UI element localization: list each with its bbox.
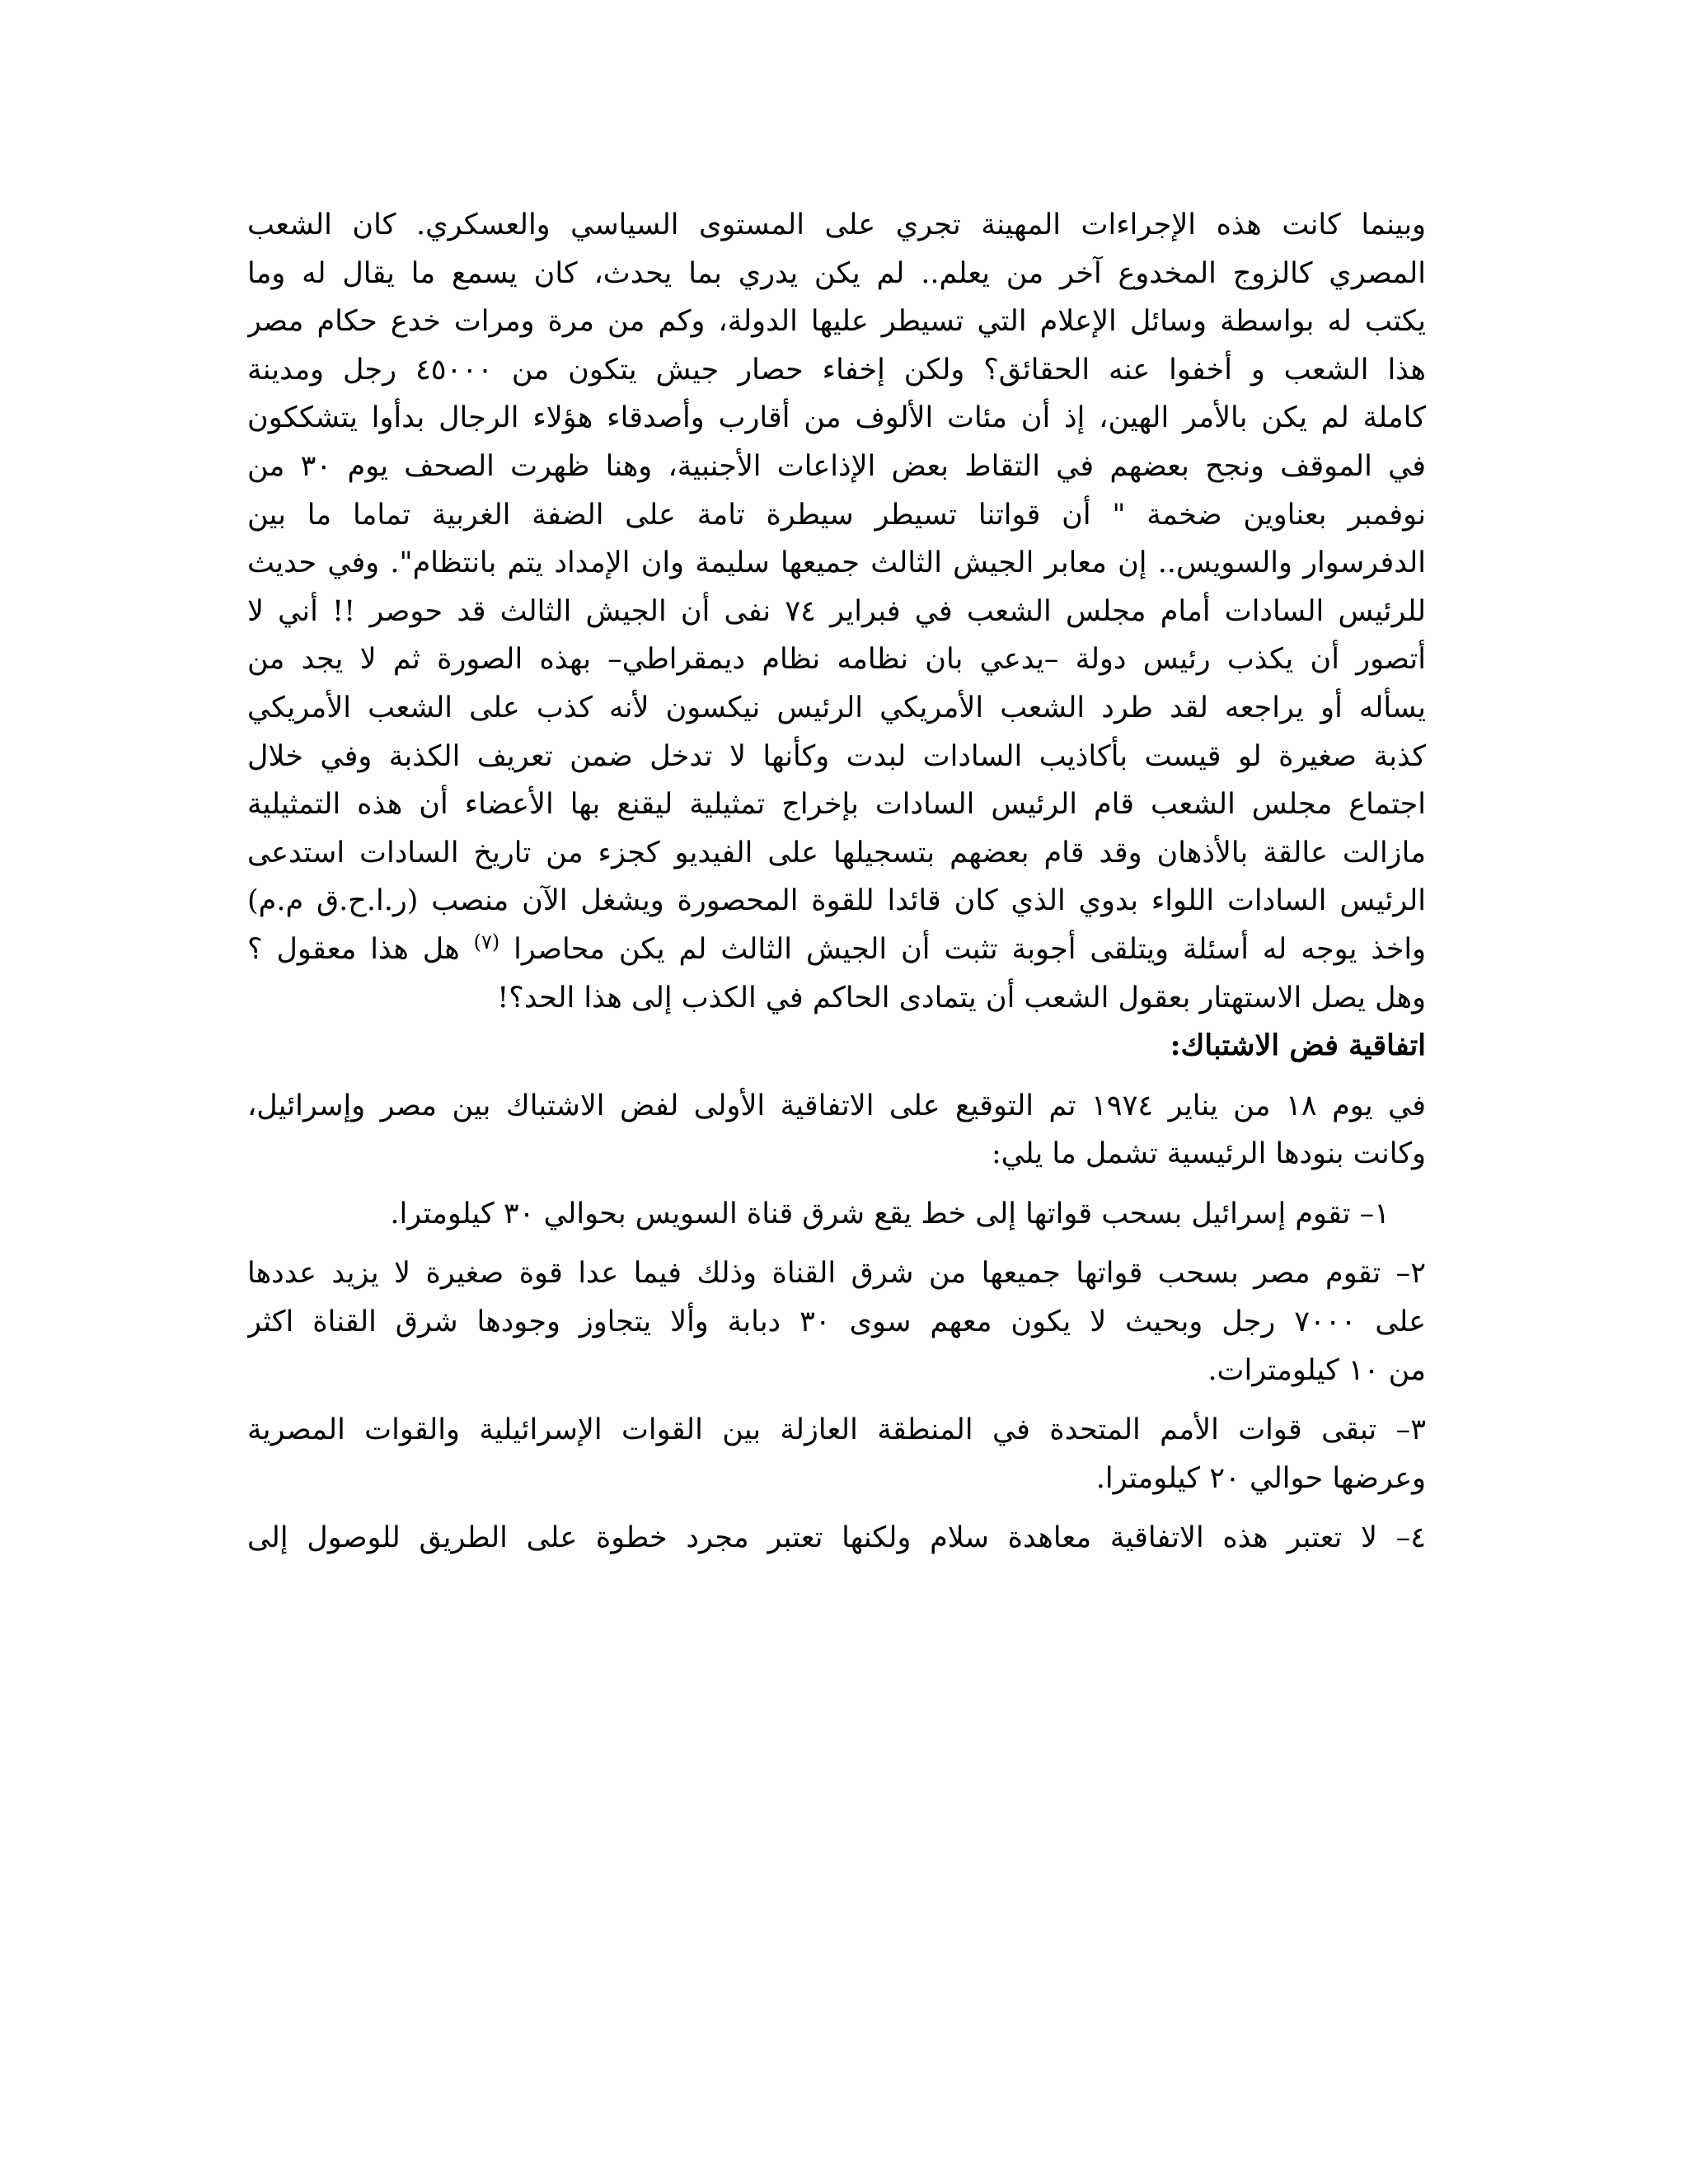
text-line: وهل يصل الاستهتار بعقول الشعب أن يتمادى الحاكم في الكذب إلى هذا الحد؟! — [497, 981, 1426, 1015]
list-item-2-line: من ١٠ كيلومترات. — [1207, 1353, 1426, 1387]
text-line: الدفرسوار والسويس.. إن معابر الجيش الثالث جميعها سليمة وان الإمداد يتم بانتظام". وفي حديث — [247, 546, 1426, 580]
text-segment: هل هذا معقول ؟ — [247, 932, 474, 966]
text-line: وكانت بنودها الرئيسية تشمل ما يلي: — [991, 1137, 1426, 1171]
text-line: يسأله أو يراجعه لقد طرد الشعب الأمريكي الرئيس نيكسون لأنه كذب على الشعب الأمريكي — [247, 691, 1426, 724]
text-line-with-footnote — [247, 926, 1426, 974]
text-line: في يوم ١٨ من يناير ١٩٧٤ تم التوقيع على الاتفاقية الأولى لفض الاشتباك بين مصر وإسرائيل، — [247, 1089, 1426, 1122]
text-line: كذبة صغيرة لو قيست بأكاذيب السادات لبدت وكأنها لا تدخل ضمن تعريف الكذبة وفي خلال — [247, 739, 1426, 773]
text-line: وبينما كانت هذه الإجراءات المهينة تجري على المستوى السياسي والعسكري. كان الشعب — [247, 209, 1426, 241]
text-line: مازالت عالقة بالأذهان وقد قام بعضهم بتسجيلها على الفيديو كجزء من تاريخ السادات استدعى — [247, 836, 1426, 869]
text-segment: واخذ يوجه له أسئلة ويتلقى أجوبة تثبت أن الجيش الثالث لم يكن محاصرا — [499, 932, 1426, 966]
text-line: يكتب له بواسطة وسائل الإعلام التي تسيطر عليها الدولة، وكم من مرة ومرات خدع حكام مصر — [247, 305, 1426, 339]
list-item-1: ١– تقوم إسرائيل بسحب قواتها إلى خط يقع شرق قناة السويس بحوالي ٣٠ كيلومترا. — [390, 1197, 1390, 1230]
list-item-2-line: ٢– تقوم مصر بسحب قواتها جميعها من شرق القناة وذلك فيما عدا قوة صغيرة لا يزيد عددها — [247, 1257, 1426, 1291]
text-line: في الموقف ونجح بعضهم في التقاط بعض الإذاعات الأجنبية، وهنا ظهرت الصحف يوم ٣٠ من — [247, 449, 1426, 483]
text-line: للرئيس السادات أمام مجلس الشعب في فبراير ٧٤ نفى أن الجيش الثالث قد حوصر !! أني لا — [247, 594, 1426, 628]
text-line: المصري كالزوج المخدوع آخر من يعلم.. لم يكن يدري بما يحدث، كان يسمع ما يقال له وما — [247, 256, 1426, 290]
text-line: كاملة لم يكن بالأمر الهين، إذ أن مئات الألوف من أقارب وأصدقاء هؤلاء الرجال بدأوا يتشككون — [247, 401, 1426, 435]
list-item-3-line: وعرضها حوالي ٢٠ كيلومترا. — [1095, 1461, 1426, 1495]
list-item-2-line: على ٧٠٠٠ رجل وبحيث لا يكون معهم سوى ٣٠ دبابة وألا يتجاوز وجودها شرق القناة اكثر — [247, 1305, 1426, 1339]
list-item-4-line: ٤– لا تعتبر هذه الاتفاقية معاهدة سلام ولكنها تعتبر مجرد خطوة على الطريق للوصول إلى — [247, 1521, 1426, 1555]
body-text — [247, 201, 1426, 1563]
text-line: نوفمبر بعناوين ضخمة " أن قواتنا تسيطر سيطرة تامة على الضفة الغربية تماما ما بين — [247, 498, 1426, 532]
text-line: الرئيس السادات اللواء بدوي الذي كان قائدا للقوة المحصورة ويشغل الآن منصب (ر.ا.ح.ق م.م) — [247, 884, 1426, 918]
text-line: أتصور أن يكذب رئيس دولة –يدعي بان نظامه نظام ديمقراطي– بهذه الصورة ثم لا يجد من — [247, 643, 1426, 677]
text-line: اجتماع مجلس الشعب قام الرئيس السادات بإخراج تمثيلية ليقنع بها الأعضاء أن هذه التمثيلية — [247, 788, 1426, 822]
list-item-3-line: ٣– تبقى قوات الأمم المتحدة في المنطقة العازلة بين القوات الإسرائيلية والقوات المصرية — [247, 1413, 1426, 1447]
footnote-reference: (٧) — [473, 930, 500, 954]
text-line: هذا الشعب و أخفوا عنه الحقائق؟ ولكن إخفاء حصار جيش يتكون من ٤٥٠٠٠ رجل ومدينة — [247, 353, 1426, 387]
section-heading: اتفاقية فض الاشتباك: — [1170, 1029, 1426, 1063]
